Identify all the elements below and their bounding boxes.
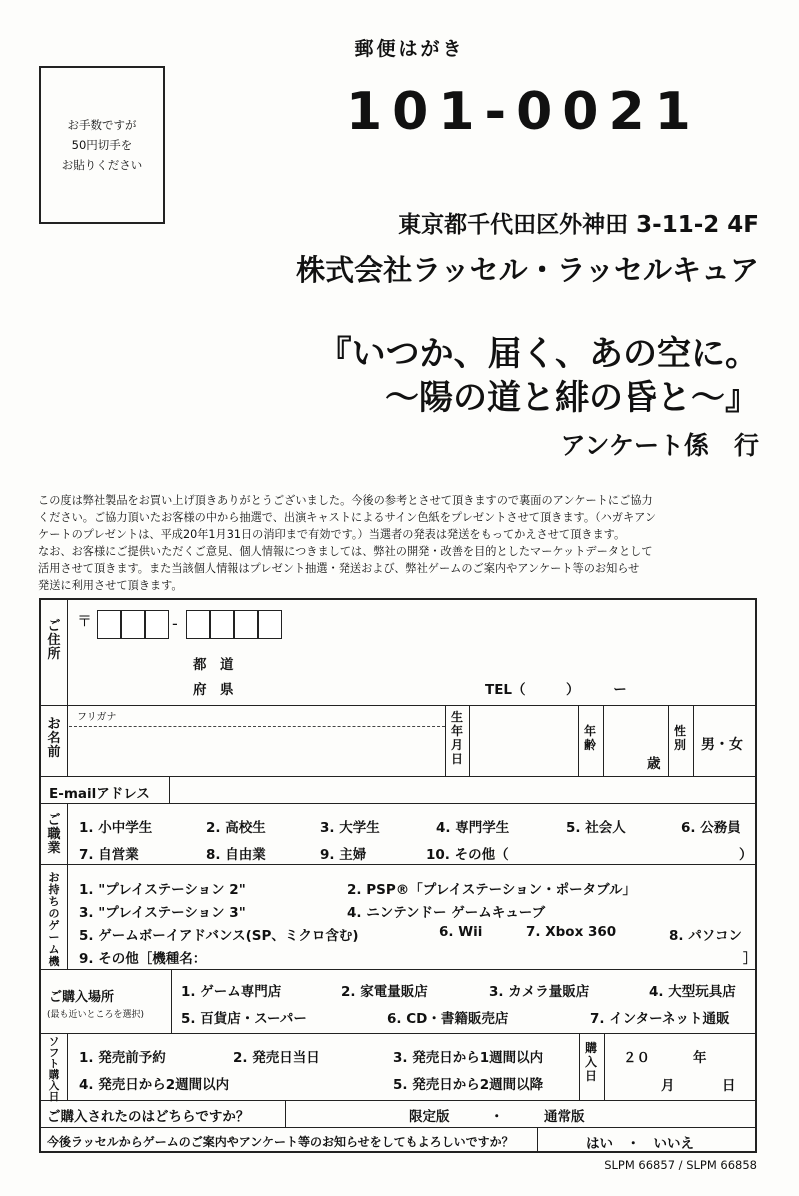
purchase-month-unit: 月 [661, 1078, 675, 1094]
purchase-day-unit: 日 [722, 1078, 736, 1094]
console-option[interactable]: 9. その他［機種名： [79, 951, 207, 967]
edition-question: ご購入されたのはどちらですか？ [47, 1109, 250, 1125]
postcard-label: 郵便はがき [354, 38, 465, 60]
timing-option[interactable]: 3. 発売日から1週間以内 [393, 1050, 544, 1066]
stamp-line: お貼りください [61, 158, 143, 172]
furigana-divider [69, 726, 445, 727]
intro-line: この度は弊社製品をお買い上げ頂きありがとうございました。今後の参考とさせて頂きますので裏面のアンケートにご協力 [38, 494, 653, 507]
tel-field[interactable]: TEL（ ） ー [485, 682, 627, 698]
stamp-line: 50円切手を [71, 138, 133, 152]
recipient-address: 東京都千代田区外神田 3-11-2 4F [398, 212, 759, 238]
product-codes: SLPM 66857 / SLPM 66858 [604, 1158, 757, 1172]
age-label: 年 齢 [583, 724, 596, 752]
purchase-place-option[interactable]: 3. カメラ量販店 [489, 984, 590, 1000]
console-other-close: ］ [743, 951, 757, 967]
name-label: お 名 前 [47, 717, 61, 760]
survey-form [39, 598, 757, 1153]
console-option[interactable]: 6. Wii [439, 924, 483, 940]
occupation-option[interactable]: 5. 社会人 [566, 820, 626, 836]
occupation-option[interactable]: 10. その他（ [426, 847, 509, 863]
purchase-year-unit: 年 [693, 1050, 707, 1066]
prefecture-top: 都 道 [193, 657, 234, 673]
postal-mark: 〒 [77, 612, 93, 630]
purchase-place-option[interactable]: 4. 大型玩具店 [649, 984, 736, 1000]
occupation-option[interactable]: 1. 小中学生 [79, 820, 153, 836]
intro-line: なお、お客様にご提供いただくご意見、個人情報につきましては、弊社の開発・改善を目的としたマーケットデータとして [38, 545, 653, 558]
timing-label: ソ フ ト 購 入 日 [48, 1036, 60, 1103]
address-label: ご 住 所 [47, 619, 61, 662]
purchase-place-sublabel: (最も近いところを選択) [47, 1010, 145, 1020]
purchase-place-label: ご購入場所 [49, 990, 115, 1005]
occupation-option[interactable]: 9. 主婦 [320, 847, 367, 863]
birth-label: 生 年 月 日 [450, 710, 463, 766]
age-unit: 歳 [647, 756, 661, 772]
purchase-place-option[interactable]: 1. ゲーム専門店 [181, 984, 282, 1000]
occupation-option[interactable]: 3. 大学生 [320, 820, 380, 836]
occupation-option[interactable]: 2. 高校生 [206, 820, 266, 836]
game-title-line2: ～陽の道と緋の昏と～』 [385, 378, 759, 418]
timing-option[interactable]: 1. 発売前予約 [79, 1050, 166, 1066]
game-title-line1: 『いつか、届く、あの空に。 [317, 334, 759, 374]
sex-label: 性 別 [673, 724, 686, 752]
mailing-question: 今後ラッセルからゲームのご案内やアンケート等のお知らせをしてもよろしいですか？ [47, 1135, 514, 1149]
occupation-option[interactable]: 4. 専門学生 [436, 820, 510, 836]
intro-line: 発送に利用させて頂きます。 [38, 579, 183, 592]
recipient-company: 株式会社ラッセル・ラッセルキュア [296, 253, 759, 287]
mailing-options[interactable]: はい ・ いいえ [586, 1136, 694, 1152]
edition-options[interactable]: 限定版 ・ 通常版 [409, 1109, 585, 1125]
furigana-label: フリガナ [77, 712, 117, 723]
intro-line: ください。ご協力頂いたお客様の中から抽選で、出演キャストによるサイン色紙をプレゼントさせて頂きます。（ハガキアン [38, 511, 657, 524]
purchase-year-prefix: ２０ [623, 1050, 650, 1066]
timing-option[interactable]: 2. 発売日当日 [233, 1050, 320, 1066]
email-label: E-mailアドレス [49, 786, 150, 802]
console-option[interactable]: 3. "プレイステーション 3" [79, 905, 246, 921]
consoles-label: お 持 ち の ゲ ー ム 機 [48, 871, 60, 968]
prefecture-bottom: 府 県 [193, 682, 234, 698]
purchase-place-option[interactable]: 7. インターネット通販 [590, 1011, 730, 1027]
purchase-place-option[interactable]: 2. 家電量販店 [341, 984, 428, 1000]
postal-dash: - [172, 614, 178, 633]
console-option[interactable]: 1. "プレイステーション 2" [79, 882, 246, 898]
occupation-option[interactable]: 8. 自由業 [206, 847, 266, 863]
intro-text [38, 492, 764, 594]
purchase-date-label: 購 入 日 [584, 1041, 597, 1083]
postal-digit-box[interactable] [186, 610, 210, 639]
console-option[interactable]: 5. ゲームボーイアドバンス(SP、ミクロ含む) [79, 928, 359, 944]
timing-option[interactable]: 4. 発売日から2週間以内 [79, 1077, 230, 1093]
console-option[interactable]: 2. PSP®「プレイステーション・ポータブル」 [347, 882, 637, 898]
occupation-option[interactable]: 7. 自営業 [79, 847, 139, 863]
console-option[interactable]: 4. ニンテンドー ゲームキューブ [347, 905, 546, 921]
zip-code: 101-0021 [346, 82, 701, 142]
occupation-close: ） [739, 847, 753, 863]
postal-digit-box[interactable] [258, 610, 282, 639]
console-option[interactable]: 8. パソコン [669, 928, 742, 944]
sex-options[interactable]: 男・女 [701, 737, 743, 753]
occupation-option[interactable]: 6. 公務員 [681, 820, 741, 836]
postal-digit-box[interactable] [234, 610, 258, 639]
purchase-place-option[interactable]: 5. 百貨店・スーパー [181, 1011, 307, 1027]
stamp-box [39, 66, 165, 224]
timing-option[interactable]: 5. 発売日から2週間以降 [393, 1077, 544, 1093]
recipient-department: アンケート係 行 [560, 431, 759, 460]
postal-digit-box[interactable] [210, 610, 234, 639]
purchase-place-option[interactable]: 6. CD・書籍販売店 [387, 1011, 509, 1027]
postal-digit-box[interactable] [97, 610, 121, 639]
console-option[interactable]: 7. Xbox 360 [526, 924, 617, 940]
intro-line: 活用させて頂きます。また当該個人情報はプレゼント抽選・発送および、弊社ゲームのご案内やアンケート等のお知らせ [38, 562, 640, 575]
intro-line: ケートのプレゼントは、平成20年1月31日の消印まで有効です。）当選者の発表は発送をもってかえさせて頂きます。 [38, 528, 626, 541]
postal-digit-box[interactable] [121, 610, 145, 639]
stamp-line: お手数ですが [67, 118, 137, 132]
postal-digit-box[interactable] [145, 610, 169, 639]
occupation-label: ご 職 業 [47, 813, 61, 856]
